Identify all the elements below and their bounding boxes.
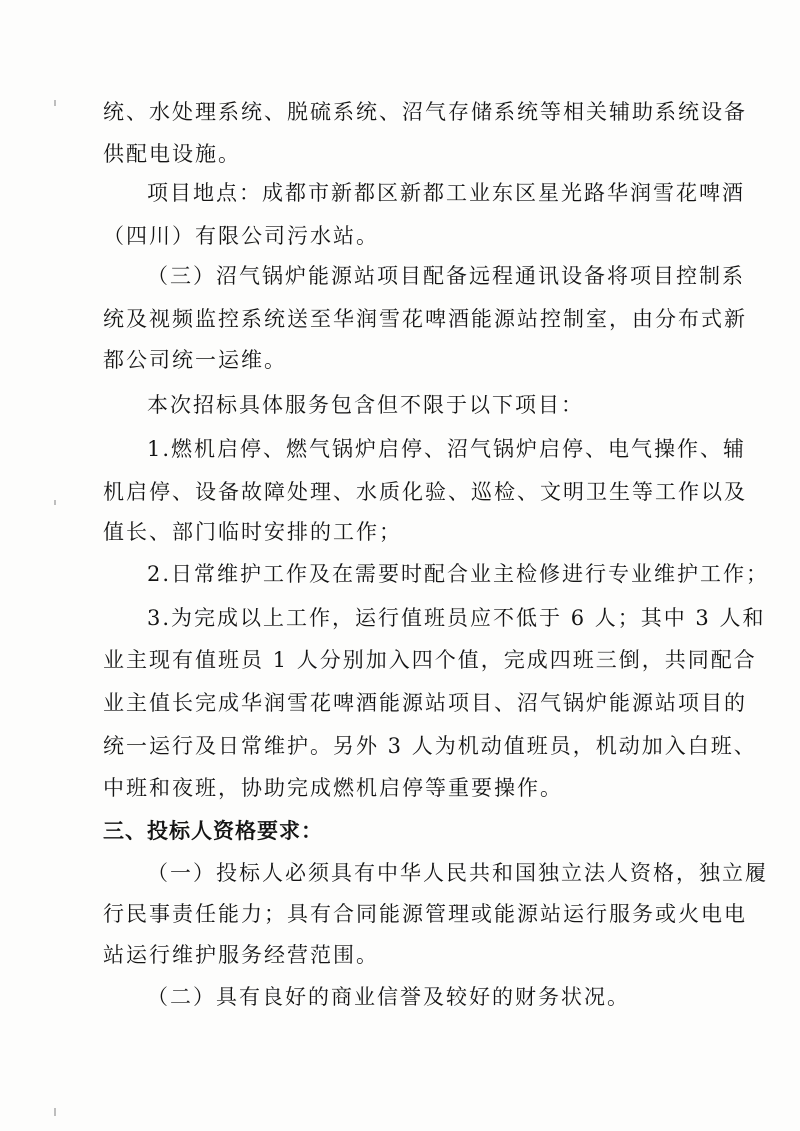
text-line-22: （二）具有良好的商业信誉及较好的财务状况。 — [147, 985, 630, 1009]
text-line-16: 统一运行及日常维护。另外 3 人为机动值班员，机动加入白班、 — [103, 734, 757, 758]
text-line-12: 2.日常维护工作及在需要时配合业主检修进行专业维护工作； — [147, 562, 770, 586]
text-line-13: 3.为完成以上工作，运行值班员应不低于 6 人；其中 3 人和 — [147, 606, 766, 630]
text-line-5: （三）沼气锅炉能源站项目配备远程通讯设备将项目控制系 — [147, 264, 745, 288]
text-line-2: 供配电设施。 — [103, 142, 241, 166]
text-line-19: （一）投标人必须具有中华人民共和国独立法人资格，独立履 — [147, 861, 768, 885]
text-line-14: 业主现有值班员 1 人分别加入四个值，完成四班三倒，共同配合 — [103, 648, 757, 672]
text-line-7: 都公司统一运维。 — [103, 348, 287, 372]
text-line-9: 1.燃机启停、燃气锅炉启停、沼气锅炉启停、电气操作、辅 — [147, 437, 747, 461]
text-line-11: 值长、部门临时安排的工作； — [103, 520, 402, 544]
text-line-4: （四川）有限公司污水站。 — [103, 224, 379, 248]
text-line-6: 统及视频监控系统送至华润雪花啤酒能源站控制室，由分布式新 — [103, 307, 747, 331]
text-line-10: 机启停、设备故障处理、水质化验、巡检、文明卫生等工作以及 — [103, 480, 747, 504]
text-line-20: 行民事责任能力；具有合同能源管理或能源站运行服务或火电电 — [103, 902, 747, 926]
text-line-17: 中班和夜班，协助完成燃机启停等重要操作。 — [103, 776, 563, 800]
text-line-1: 统、水处理系统、脱硫系统、沼气存储系统等相关辅助系统设备 — [103, 100, 747, 124]
text-line-8: 本次招标具体服务包含但不限于以下项目： — [147, 393, 584, 417]
text-line-21: 站运行维护服务经营范围。 — [103, 943, 379, 967]
text-line-3: 项目地点：成都市新都区新都工业东区星光路华润雪花啤酒 — [147, 181, 745, 205]
scan-edge-marks — [54, 0, 58, 1131]
text-line-15: 业主值长完成华润雪花啤酒能源站项目、沼气锅炉能源站项目的 — [103, 691, 747, 715]
section-heading: 三、投标人资格要求： — [103, 819, 323, 843]
